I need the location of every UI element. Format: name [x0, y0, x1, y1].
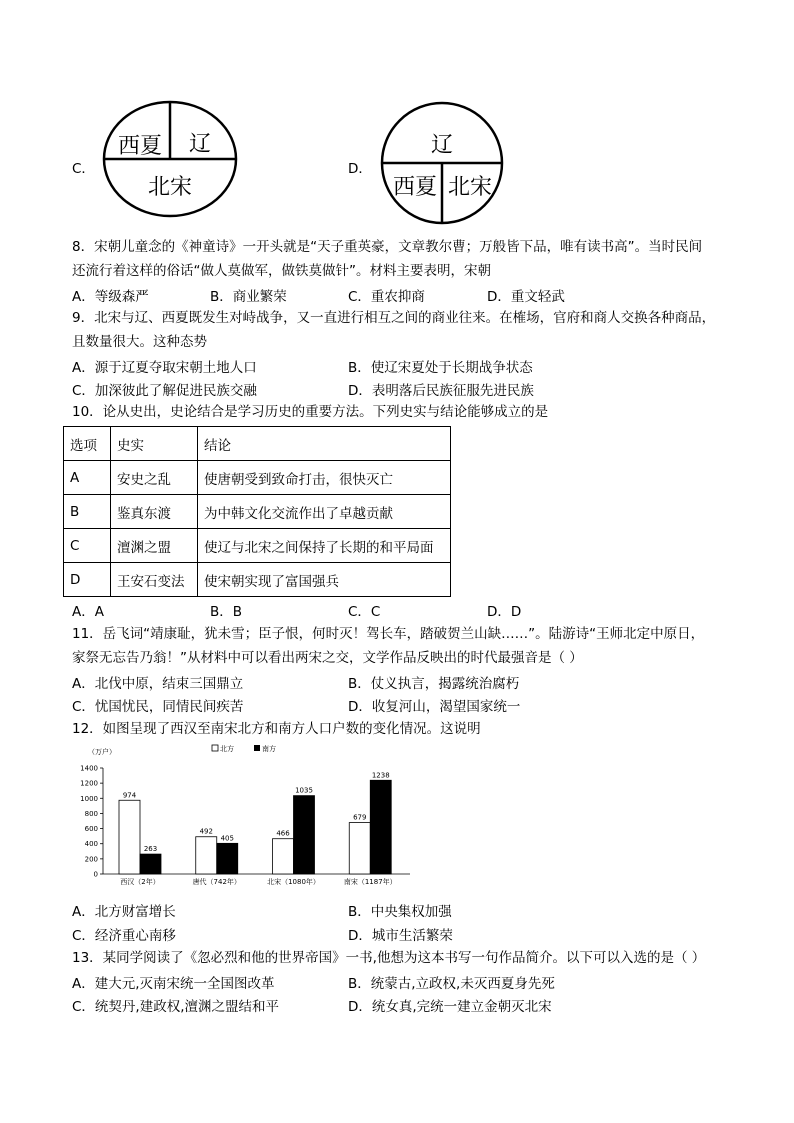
q9-option-a[interactable]: A．源于辽夏夺取宋朝土地人口 — [72, 360, 257, 376]
bar-value-label: 974 — [122, 791, 137, 800]
table-row — [64, 529, 451, 563]
region-xixia: 西夏 — [392, 175, 438, 200]
legend-label-south: 南方 — [262, 745, 276, 753]
cell-option: C — [64, 529, 111, 563]
y-tick-label: 1400 — [80, 764, 98, 773]
table-row — [64, 563, 451, 597]
bar-north — [349, 823, 370, 874]
bar-south — [370, 780, 391, 874]
bar-value-label: 466 — [276, 829, 290, 838]
header-conclusion: 结论 — [198, 427, 451, 461]
table-header-row — [64, 427, 451, 461]
bar-value-label: 679 — [353, 813, 367, 822]
q10-option-d[interactable]: D．D — [487, 604, 522, 620]
q9-stem-line2: 且数量很大。这种态势 — [72, 334, 207, 350]
cell-option: A — [64, 461, 111, 495]
q7-option-d-label: D． — [348, 161, 372, 177]
chart-legend — [212, 744, 276, 753]
q13-option-c[interactable]: C．统契丹,建政权,澶渊之盟结和平 — [72, 999, 280, 1015]
x-tick-label: 北宋（1080年） — [267, 878, 320, 886]
cell-option: B — [64, 495, 111, 529]
q7-option-c-label: C． — [72, 161, 95, 177]
q9-option-b[interactable]: B．使辽宋夏处于长期战争状态 — [348, 360, 533, 376]
q11-stem-line1: 11．岳飞词“靖康耻，犹未雪；臣子恨，何时灭！驾长车，踏破贺兰山缺……”。陆游诗“王师北定中原日， — [72, 626, 705, 642]
q11-stem-line2: 家祭无忘告乃翁！”从材料中可以看出两宋之交，文学作品反映出的时代最强音是（ ） — [72, 650, 583, 666]
bar-north — [273, 839, 294, 874]
q12-option-a[interactable]: A．北方财富增长 — [72, 904, 176, 920]
table-row — [64, 495, 451, 529]
q10-table — [63, 426, 451, 597]
bar-value-label: 492 — [199, 827, 213, 836]
cell-option: D — [64, 563, 111, 597]
cell-conclusion: 使宋朝实现了富国强兵 — [198, 563, 451, 597]
y-unit-label: （万户） — [88, 748, 116, 756]
bar-north — [119, 800, 140, 874]
q10-option-a[interactable]: A．A — [72, 604, 104, 620]
cell-conclusion: 使辽与北宋之间保持了长期的和平局面 — [198, 529, 451, 563]
q8-option-d[interactable]: D．重文轻武 — [487, 289, 565, 305]
q8-option-b[interactable]: B．商业繁荣 — [210, 289, 287, 305]
cell-fact: 澶渊之盟 — [111, 529, 198, 563]
cell-fact: 安史之乱 — [111, 461, 198, 495]
region-beisong: 北宋 — [447, 175, 493, 200]
q7-option-c-diagram — [101, 100, 241, 218]
q13-stem: 13．某同学阅读了《忽必烈和他的世界帝国》一书,他想为这本书写一句作品简介。以下可以入选的是（ ） — [72, 950, 706, 966]
y-tick-label: 400 — [84, 840, 98, 849]
q13-option-a[interactable]: A．建大元,灭南宋统一全国图改革 — [72, 976, 275, 992]
bar-south — [140, 854, 161, 874]
q11-option-b[interactable]: B．仗义执言，揭露统治腐朽 — [348, 676, 520, 692]
table-row — [64, 461, 451, 495]
bar-value-label: 1035 — [295, 786, 313, 795]
x-tick-label: 南宋（1187年） — [343, 878, 397, 886]
q10-option-c[interactable]: C．C — [348, 604, 381, 620]
y-tick-label: 1200 — [80, 779, 98, 788]
q9-option-c[interactable]: C．加深彼此了解促进民族交融 — [72, 383, 257, 399]
q11-option-d[interactable]: D．收复河山，渴望国家统一 — [348, 699, 521, 715]
cell-conclusion: 使唐朝受到致命打击，很快灭亡 — [198, 461, 451, 495]
q11-option-a[interactable]: A．北伐中原，结束三国鼎立 — [72, 676, 244, 692]
q12-option-d[interactable]: D．城市生活繁荣 — [348, 928, 453, 944]
bar-value-label: 405 — [220, 834, 234, 843]
q8-stem-line1: 8．宋朝儿童念的《神童诗》一开头就是“天子重英豪，文章教尔曹；万般皆下品，唯有读书高”。当时民间 — [72, 239, 703, 255]
x-tick-label: 西汉（2年） — [120, 878, 160, 886]
y-tick-label: 0 — [93, 870, 98, 879]
bar-south — [217, 843, 238, 874]
cell-fact: 王安石变法 — [111, 563, 198, 597]
legend-label-north: 北方 — [220, 745, 234, 753]
region-liao: 辽 — [188, 132, 212, 157]
q12-stem: 12．如图呈现了西汉至南宋北方和南方人口户数的变化情况。这说明 — [72, 721, 481, 737]
population-bar-chart — [70, 742, 420, 894]
region-xixia: 西夏 — [117, 134, 163, 159]
bar-south — [294, 796, 315, 874]
cell-conclusion: 为中韩文化交流作出了卓越贡献 — [198, 495, 451, 529]
x-tick-label: 唐代（742年） — [192, 878, 241, 886]
legend-swatch-south — [254, 745, 260, 751]
q11-option-c[interactable]: C．忧国忧民，同情民间疾苦 — [72, 699, 244, 715]
q8-option-c[interactable]: C．重农抑商 — [348, 289, 425, 305]
bar-value-label: 1238 — [371, 771, 390, 780]
y-tick-label: 800 — [84, 809, 98, 818]
bar-value-label: 263 — [143, 845, 158, 854]
q13-option-d[interactable]: D．统女真,完统一建立金朝灭北宋 — [348, 999, 552, 1015]
q9-stem-line1: 9．北宋与辽、西夏既发生对峙战争，又一直进行相互之间的商业往来。在榷场，官府和商人交换各种商品， — [72, 310, 716, 326]
q7-option-d-diagram — [379, 101, 509, 226]
q8-option-a[interactable]: A．等级森严 — [72, 289, 149, 305]
y-tick-label: 200 — [84, 855, 98, 864]
region-liao: 辽 — [430, 133, 454, 158]
header-fact: 史实 — [111, 427, 198, 461]
y-tick-label: 600 — [84, 825, 98, 834]
q13-option-b[interactable]: B．统蒙古,立政权,未灭西夏身先死 — [348, 976, 555, 992]
q8-stem-line2: 还流行着这样的俗话“做人莫做军，做铁莫做针”。材料主要表明，宋朝 — [72, 263, 491, 279]
q12-option-b[interactable]: B．中央集权加强 — [348, 904, 452, 920]
y-tick-label: 1000 — [80, 794, 98, 803]
region-beisong: 北宋 — [147, 175, 193, 200]
q9-option-d[interactable]: D．表明落后民族征服先进民族 — [348, 383, 534, 399]
q10-stem: 10．论从史出，史论结合是学习历史的重要方法。下列史实与结论能够成立的是 — [72, 404, 549, 420]
header-option: 选项 — [64, 427, 111, 461]
q12-option-c[interactable]: C．经济重心南移 — [72, 928, 176, 944]
bar-north — [196, 837, 217, 874]
legend-swatch-north — [212, 745, 218, 751]
cell-fact: 鉴真东渡 — [111, 495, 198, 529]
q10-option-b[interactable]: B．B — [210, 604, 243, 620]
